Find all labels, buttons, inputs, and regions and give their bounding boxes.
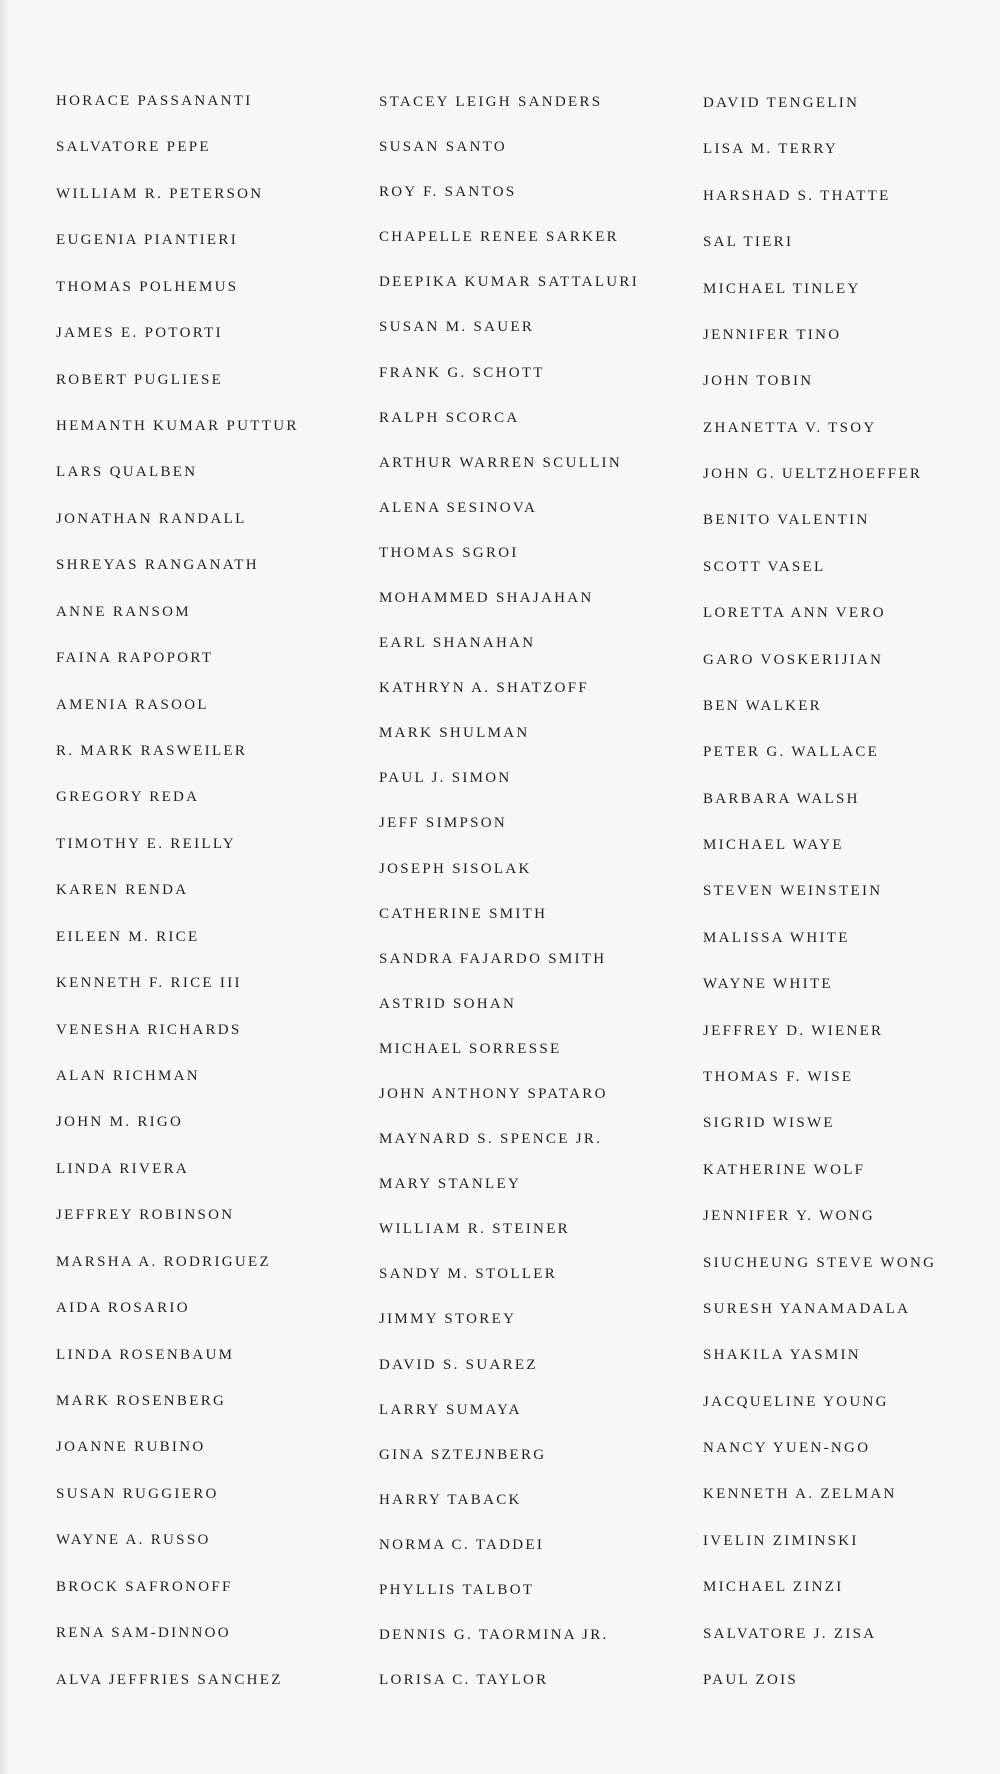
name-entry: SCOTT VASEL: [703, 558, 826, 575]
name-entry: JOHN ANTHONY SPATARO: [379, 1085, 608, 1102]
name-entry: JAMES E. POTORTI: [56, 325, 223, 342]
name-entry: SANDRA FAJARDO SMITH: [379, 950, 607, 967]
name-entry: MICHAEL SORRESSE: [379, 1040, 562, 1057]
name-entry: MALISSA WHITE: [703, 929, 850, 946]
name-entry: HARSHAD S. THATTE: [703, 187, 891, 204]
name-entry: GARO VOSKERIJIAN: [703, 651, 884, 668]
name-entry: EARL SHANAHAN: [379, 635, 536, 652]
name-entry: JOHN TOBIN: [703, 373, 814, 390]
name-entry: SANDY M. STOLLER: [379, 1266, 558, 1283]
name-entry: PHYLLIS TALBOT: [379, 1581, 535, 1598]
name-entry: BROCK SAFRONOFF: [56, 1578, 233, 1595]
name-entry: ASTRID SOHAN: [379, 995, 517, 1012]
name-entry: PAUL J. SIMON: [379, 770, 512, 787]
name-entry: BEN WALKER: [703, 697, 822, 714]
name-entry: FAINA RAPOPORT: [56, 650, 214, 667]
name-entry: HARRY TABACK: [379, 1491, 522, 1508]
name-entry: KATHRYN A. SHATZOFF: [379, 680, 589, 697]
name-entry: DEEPIKA KUMAR SATTALURI: [379, 274, 640, 291]
name-entry: ROBERT PUGLIESE: [56, 371, 224, 388]
name-entry: BENITO VALENTIN: [703, 512, 870, 529]
name-entry: JACQUELINE YOUNG: [703, 1393, 889, 1410]
name-entry: SAL TIERI: [703, 234, 794, 251]
name-entry: GREGORY REDA: [56, 789, 200, 806]
name-entry: CHAPELLE RENEE SARKER: [379, 229, 619, 246]
name-entry: LARS QUALBEN: [56, 464, 198, 481]
name-entry: PAUL ZOIS: [703, 1671, 799, 1688]
name-entry: THOMAS F. WISE: [703, 1068, 854, 1085]
name-entry: MICHAEL ZINZI: [703, 1579, 844, 1596]
name-entry: SALVATORE PEPE: [56, 139, 211, 156]
name-entry: BARBARA WALSH: [703, 790, 860, 807]
name-entry: JOANNE RUBINO: [56, 1439, 206, 1456]
name-entry: WAYNE WHITE: [703, 976, 833, 993]
name-entry: LORISA C. TAYLOR: [379, 1672, 549, 1689]
name-entry: MARK ROSENBERG: [56, 1393, 227, 1410]
name-entry: CATHERINE SMITH: [379, 905, 548, 922]
name-entry: SUSAN SANTO: [379, 139, 507, 156]
name-entry: JIMMY STOREY: [379, 1311, 517, 1328]
name-entry: EILEEN M. RICE: [56, 928, 200, 945]
name-entry: JOHN G. UELTZHOEFFER: [703, 466, 923, 483]
name-entry: KENNETH A. ZELMAN: [703, 1486, 897, 1503]
name-entry: R. MARK RASWEILER: [56, 743, 248, 760]
name-entry: STEVEN WEINSTEIN: [703, 883, 883, 900]
name-entry: MOHAMMED SHAJAHAN: [379, 589, 594, 606]
name-entry: RENA SAM-DINNOO: [56, 1625, 231, 1642]
name-entry: NANCY YUEN-NGO: [703, 1440, 871, 1457]
name-entry: LISA M. TERRY: [703, 141, 839, 158]
name-entry: FRANK G. SCHOTT: [379, 364, 545, 381]
name-entry: SUSAN M. SAUER: [379, 319, 535, 336]
name-entry: MICHAEL WAYE: [703, 837, 844, 854]
name-entry: ROY F. SANTOS: [379, 184, 517, 201]
name-entry: LINDA RIVERA: [56, 1160, 190, 1177]
page-gutter-shadow: [0, 0, 10, 1774]
name-entry: STACEY LEIGH SANDERS: [379, 94, 603, 110]
name-entry: MARK SHULMAN: [379, 725, 530, 742]
name-entry: SHREYAS RANGANATH: [56, 557, 259, 574]
name-entry: LORETTA ANN VERO: [703, 605, 886, 622]
name-entry: MARSHA A. RODRIGUEZ: [56, 1253, 271, 1270]
name-entry: HORACE PASSANANTI: [56, 93, 253, 109]
name-entry: KATHERINE WOLF: [703, 1161, 866, 1178]
name-entry: KENNETH F. RICE III: [56, 975, 242, 992]
name-entry: ZHANETTA V. TSOY: [703, 419, 877, 436]
name-entry: AMENIA RASOOL: [56, 696, 209, 713]
name-entry: LINDA ROSENBAUM: [56, 1346, 235, 1363]
name-entry: THOMAS POLHEMUS: [56, 278, 239, 295]
name-entry: JENNIFER Y. WONG: [703, 1208, 875, 1225]
name-entry: MARY STANLEY: [379, 1176, 522, 1193]
name-entry: THOMAS SGROI: [379, 544, 519, 561]
name-entry: DENNIS G. TAORMINA JR.: [379, 1627, 609, 1644]
name-entry: ALENA SESINOVA: [379, 499, 538, 516]
name-entry: AIDA ROSARIO: [56, 1300, 190, 1317]
name-entry: RALPH SCORCA: [379, 409, 520, 426]
name-entry: JEFF SIMPSON: [379, 815, 508, 832]
name-entry: JEFFREY ROBINSON: [56, 1207, 235, 1224]
name-entry: LARRY SUMAYA: [379, 1401, 522, 1418]
name-entry: PETER G. WALLACE: [703, 744, 880, 761]
name-entry: KAREN RENDA: [56, 882, 189, 899]
name-entry: IVELIN ZIMINSKI: [703, 1532, 859, 1549]
name-entry: MAYNARD S. SPENCE JR.: [379, 1131, 603, 1148]
name-entry: EUGENIA PIANTIERI: [56, 232, 238, 249]
name-entry: HEMANTH KUMAR PUTTUR: [56, 418, 299, 434]
name-entry: DAVID S. SUAREZ: [379, 1356, 538, 1373]
name-entry: MICHAEL TINLEY: [703, 280, 861, 297]
name-entry: GINA SZTEJNBERG: [379, 1446, 547, 1463]
name-entry: SIGRID WISWE: [703, 1115, 835, 1132]
name-entry: JENNIFER TINO: [703, 326, 842, 343]
name-entry: SURESH YANAMADALA: [703, 1300, 911, 1317]
name-entry: NORMA C. TADDEI: [379, 1536, 545, 1553]
name-entry: JOSEPH SISOLAK: [379, 860, 532, 877]
name-entry: JONATHAN RANDALL: [56, 510, 247, 527]
name-entry: SUSAN RUGGIERO: [56, 1485, 219, 1502]
name-entry: SIUCHEUNG STEVE WONG: [703, 1254, 937, 1271]
name-entry: ANNE RANSOM: [56, 603, 191, 620]
name-entry: WILLIAM R. PETERSON: [56, 185, 264, 202]
name-entry: DAVID TENGELIN: [703, 95, 860, 111]
name-entry: WAYNE A. RUSSO: [56, 1532, 211, 1549]
name-entry: JEFFREY D. WIENER: [703, 1022, 884, 1039]
name-entry: SALVATORE J. ZISA: [703, 1625, 877, 1642]
name-entry: ALVA JEFFRIES SANCHEZ: [56, 1671, 283, 1688]
name-entry: SHAKILA YASMIN: [703, 1347, 861, 1364]
name-entry: ALAN RICHMAN: [56, 1068, 200, 1085]
name-entry: VENESHA RICHARDS: [56, 1021, 242, 1038]
name-entry: ARTHUR WARREN SCULLIN: [379, 454, 622, 471]
name-entry: WILLIAM R. STEINER: [379, 1221, 570, 1238]
name-entry: JOHN M. RIGO: [56, 1114, 184, 1131]
name-entry: TIMOTHY E. REILLY: [56, 835, 236, 852]
